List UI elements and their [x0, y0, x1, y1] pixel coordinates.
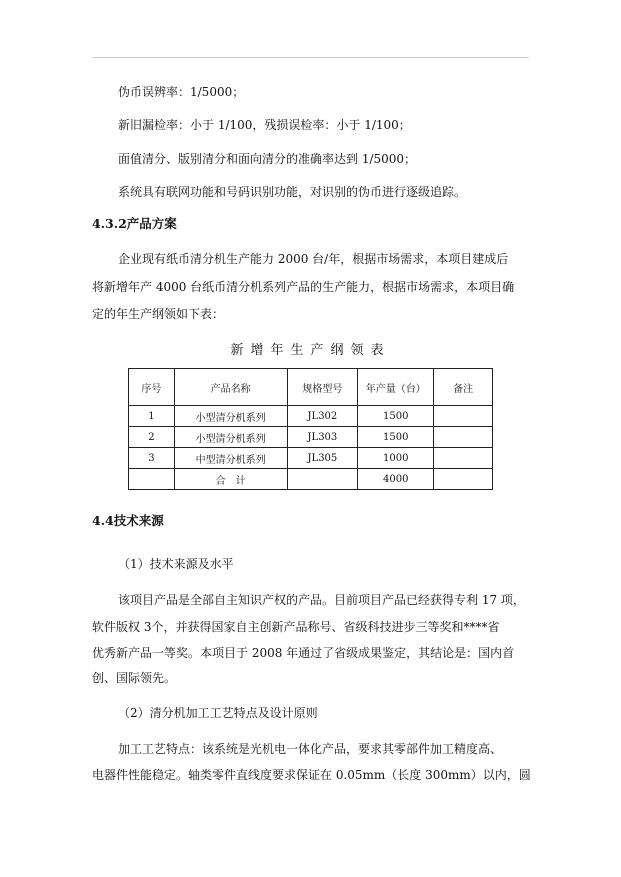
cell-total-remarks: [434, 469, 493, 490]
tech-line-4: 创、国际领先。: [92, 671, 177, 685]
cell-remarks: [434, 427, 493, 448]
plan-line-3: 定的年生产纲领如下表：: [92, 307, 225, 321]
cell-remarks: [434, 448, 493, 469]
table-row: [129, 448, 493, 469]
tech-line-1: 该项目产品是全部自主知识产权的产品。目前项目产品已经获得专利 17 项，: [118, 593, 525, 607]
process-line-1: 加工工艺特点：该系统是光机电一体化产品，要求其零部件加工精度高、: [118, 742, 503, 756]
paragraph-counterfeit-rate: 伪币误辨率：1/5000；: [118, 85, 245, 99]
table-row: [129, 406, 493, 427]
subheading-process: （2）清分机加工工艺特点及设计原则: [118, 706, 318, 720]
paragraph-miss-rate: 新旧漏检率：小于 1/100，残损误检率：小于 1/100；: [118, 118, 411, 132]
cell-model: JL302: [287, 406, 358, 427]
plan-line-2: 将新增年产 4000 台纸币清分机系列产品的生产能力，根据市场需求，本项目确: [92, 280, 515, 294]
cell-index: 2: [129, 427, 175, 448]
cell-index: 1: [129, 406, 175, 427]
heading-product-plan: 4.3.2产品方案: [92, 216, 177, 231]
paragraph-accuracy: 面值清分、版别清分和面向清分的准确率达到 1/5000；: [118, 152, 417, 166]
subheading-tech-level: （1）技术来源及水平: [118, 557, 234, 571]
plan-line-1: 企业现有纸币清分机生产能力 2000 台/年，根据市场需求，本项目建成后: [118, 252, 509, 266]
cell-model: JL303: [287, 427, 358, 448]
process-line-2: 电器件性能稳定。轴类零件直线度要求保证在 0.05mm（长度 300mm）以内，圆: [92, 768, 531, 782]
cell-total-value: 4000: [358, 469, 434, 490]
cell-output: 1000: [358, 448, 434, 469]
tech-line-2: 软件版权 3个，并获得国家自主创新产品称号、省级科技进步三等奖和****省: [92, 620, 500, 634]
cell-product-name: 中型清分机系列: [174, 448, 287, 469]
header-index: 序号: [129, 369, 175, 406]
header-remarks: 备注: [434, 369, 493, 406]
cell-model: JL305: [287, 448, 358, 469]
cell-remarks: [434, 406, 493, 427]
cell-total-index: [129, 469, 175, 490]
table-total-row: [129, 469, 493, 490]
header-model: 规格型号: [287, 369, 358, 406]
production-table: [128, 368, 493, 490]
table-header-row: [129, 369, 493, 406]
header-annual-output: 年产量（台）: [358, 369, 434, 406]
header-rule: [92, 57, 529, 58]
cell-total-model: [287, 469, 358, 490]
table-row: [129, 427, 493, 448]
cell-index: 3: [129, 448, 175, 469]
cell-product-name: 小型清分机系列: [174, 406, 287, 427]
tech-line-3: 优秀新产品一等奖。本项目于 2008 年通过了省级成果鉴定，其结论是：国内首: [92, 646, 515, 660]
cell-total-label: 合 计: [174, 469, 287, 490]
cell-output: 1500: [358, 406, 434, 427]
cell-product-name: 小型清分机系列: [174, 427, 287, 448]
cell-output: 1500: [358, 427, 434, 448]
header-product-name: 产品名称: [174, 369, 287, 406]
heading-tech-source: 4.4技术来源: [92, 513, 164, 528]
paragraph-network: 系统具有联网功能和号码识别功能，对识别的伪币进行逐级追踪。: [118, 185, 467, 199]
table-caption: 新增年生产纲领表: [230, 343, 391, 358]
